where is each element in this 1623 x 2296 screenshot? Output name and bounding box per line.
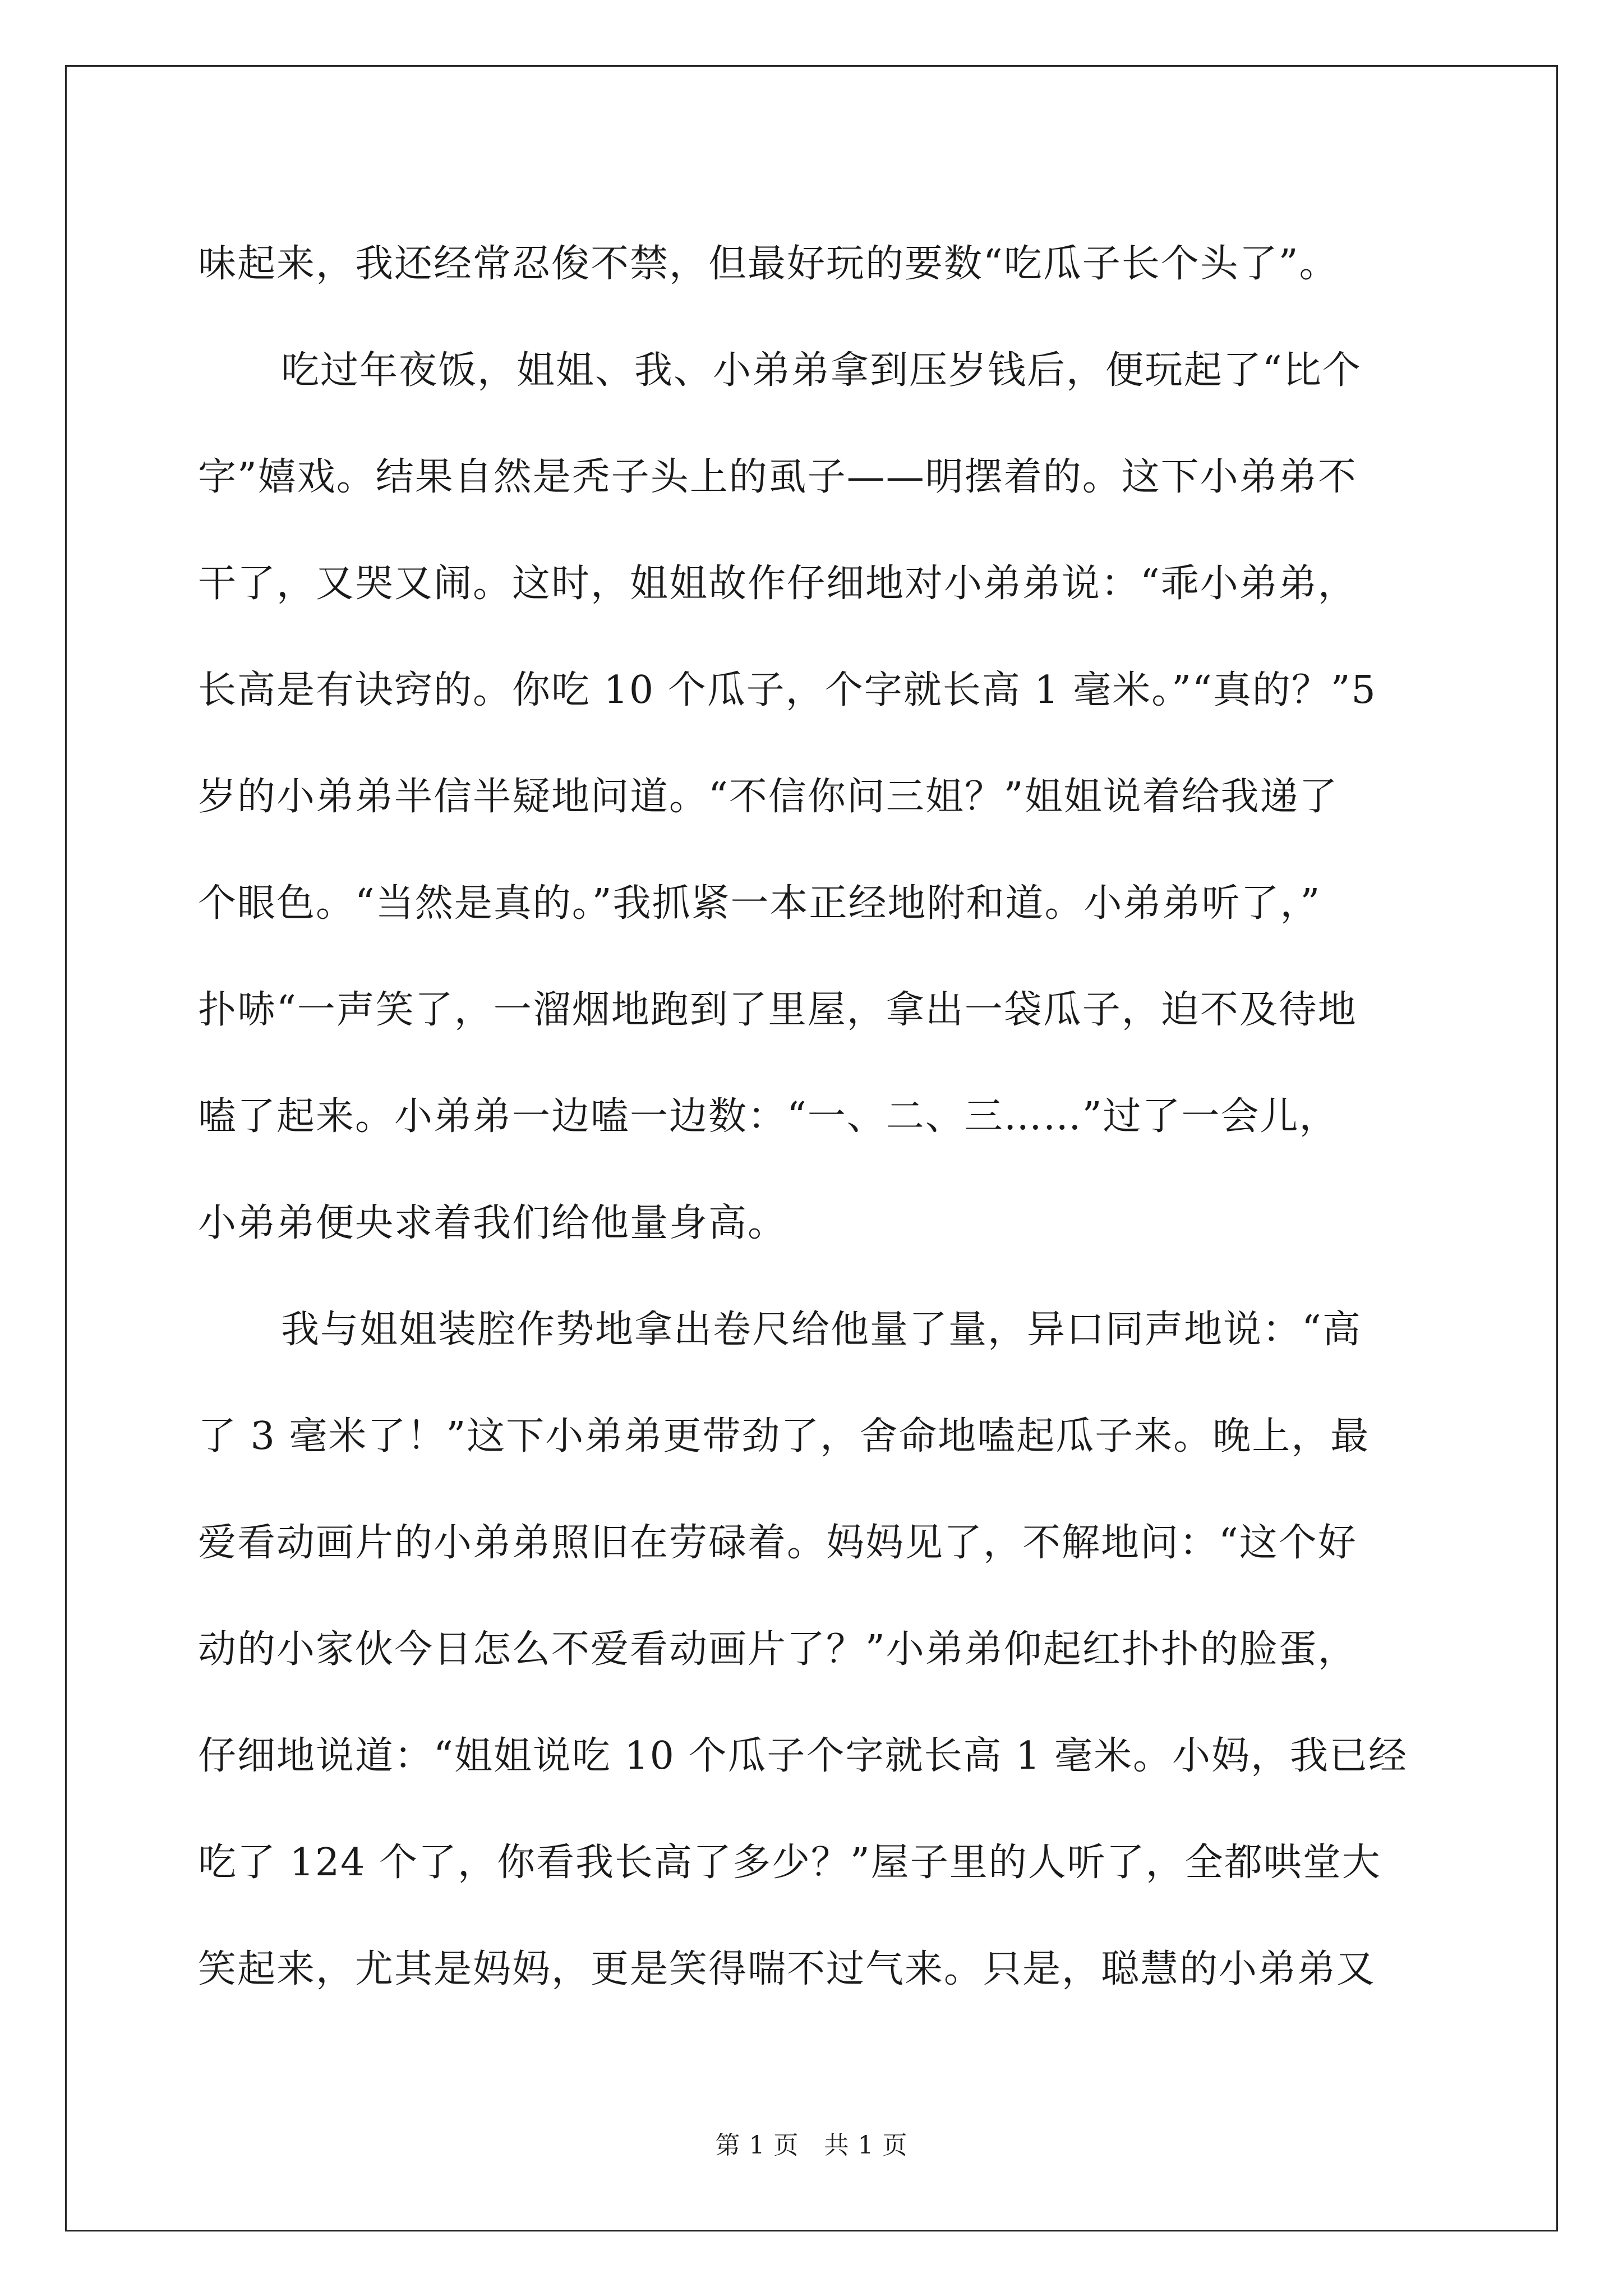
text-line: 仔细地说道：“姐姐说吃 10 个瓜子个字就长高 1 毫米。小妈，我已经 [198,1734,1408,1778]
document-body [198,211,1432,2023]
text-line: 长高是有诀窍的。你吃 10 个瓜子，个字就长高 1 毫米。”“真的？”5 [198,668,1377,712]
text-line: 嗑了起来。小弟弟一边嗑一边数：“一、二、三……”过了一会儿， [198,1094,1339,1139]
text-line: 爱看动画片的小弟弟照旧在劳碌着。妈妈见了，不解地问：“这个好 [198,1521,1357,1565]
text-line: 小弟弟便央求着我们给他量身高。 [198,1201,787,1245]
page-number-footer: 第 1 页 共 1 页 [715,2131,908,2160]
text-line: 动的小家伙今日怎么不爱看动画片了？”小弟弟仰起红扑扑的脸蛋， [198,1627,1357,1672]
text-line: 扑哧“一声笑了，一溜烟地跑到了里屋，拿出一袋瓜子，迫不及待地 [198,988,1357,1032]
text-line: 干了，又哭又闹。这时，姐姐故作仔细地对小弟弟说：“乖小弟弟， [198,562,1357,606]
text-line: 我与姐姐装腔作势地拿出卷尺给他量了量，异口同声地说：“高 [281,1308,1362,1352]
text-line: 吃过年夜饭，姐姐、我、小弟弟拿到压岁钱后，便玩起了“比个 [281,348,1362,393]
text-line: 了 3 毫米了！”这下小弟弟更带劲了，舍命地嗑起瓜子来。晚上，最 [198,1414,1370,1458]
text-line: 吃了 124 个了，你看我长高了多少？”屋子里的人听了，全都哄堂大 [198,1841,1381,1885]
text-line: 字”嬉戏。结果自然是秃子头上的虱子——明摆着的。这下小弟弟不 [198,455,1357,499]
text-line: 味起来，我还经常忍俊不禁，但最好玩的要数“吃瓜子长个头了”。 [198,242,1339,286]
text-line: 笑起来，尤其是妈妈，更是笑得喘不过气来。只是，聪慧的小弟弟又 [198,1947,1376,1991]
text-line: 个眼色。“当然是真的。”我抓紧一本正经地附和道。小弟弟听了，” [198,881,1321,926]
text-line: 岁的小弟弟半信半疑地问道。“不信你问三姐？”姐姐说着给我递了 [198,775,1339,819]
